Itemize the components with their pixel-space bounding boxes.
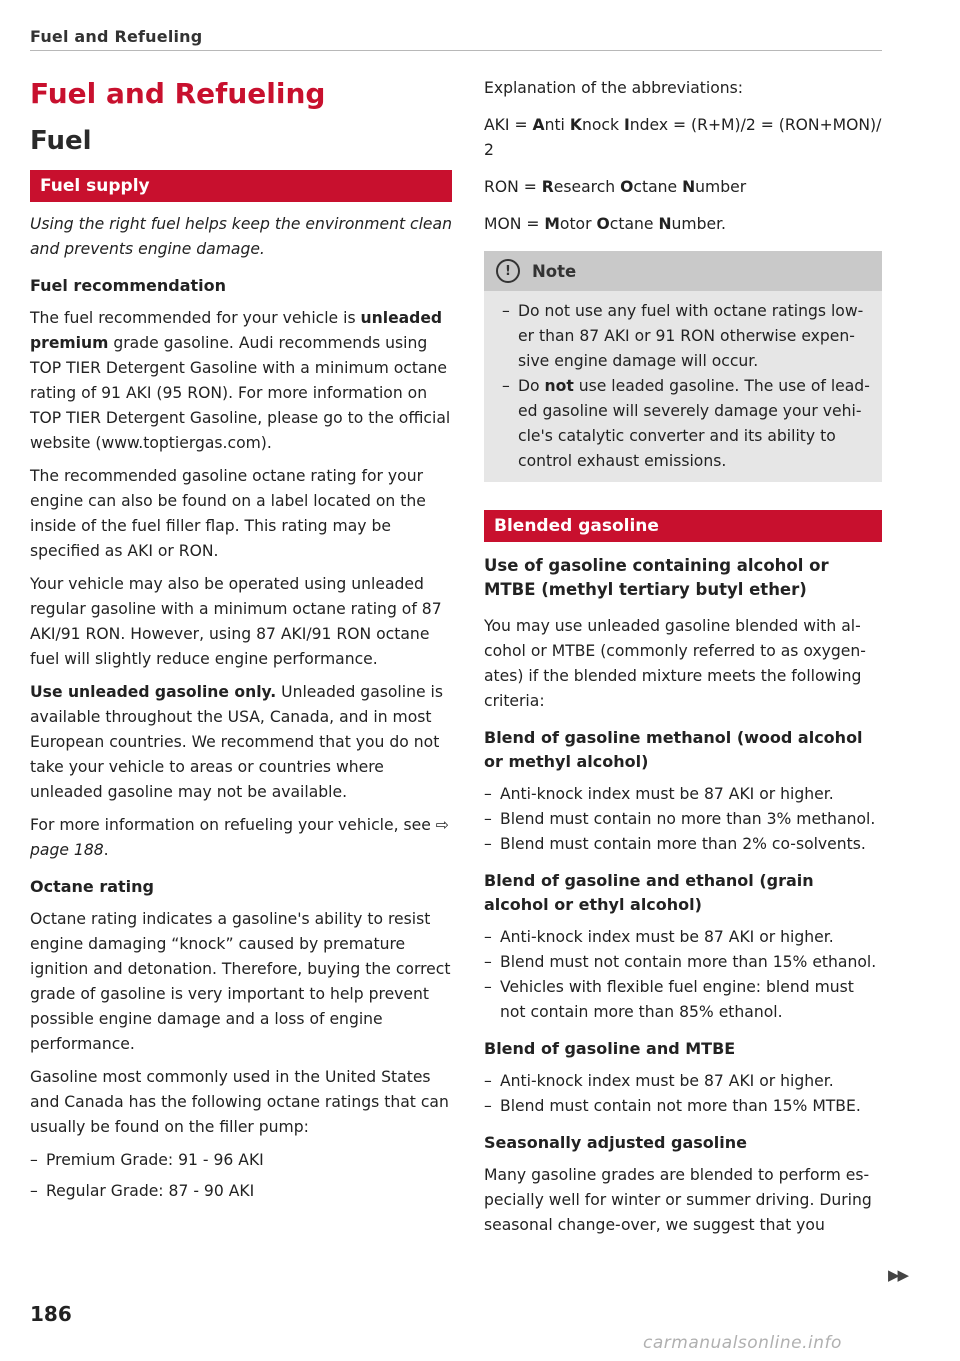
- arrow-right-icon: ⇨: [435, 816, 449, 834]
- header-rule: [30, 50, 882, 51]
- ethanol-heading: Blend of gasoline and ethanol (grain alcohol or ethyl alcohol): [484, 871, 814, 914]
- list-item: – Do not use any fuel with octane ratings lower than 87 AKI or 91 RON otherwise expensive engine damage will occur.: [502, 302, 864, 370]
- left-column: [30, 72, 452, 1204]
- note-list: [484, 291, 882, 482]
- aki-definition: AKI = Anti Knock Index = (R+M)/2 = (RON+MON)/ 2: [484, 116, 882, 159]
- methanol-heading: Blend of gasoline methanol (wood alcohol or methyl alcohol): [484, 728, 863, 771]
- page-number: 186: [30, 1302, 72, 1326]
- list-item: – Blend must contain more than 2% co-solvents.: [484, 835, 866, 853]
- page-reference-link[interactable]: page 188: [30, 841, 104, 859]
- mtbe-list: [484, 1069, 882, 1119]
- fuel-recommendation-paragraph: The fuel recommended for your vehicle is unleaded premium grade gasoline. Audi recommends using TOP TIER Detergent Gasoline with a minimum octane rating of 91 AKI (95 RON). For more information on TOP TIER Detergent Gasoline, please go to the official website (www.toptiergas.com).: [30, 309, 451, 452]
- methanol-list: [484, 782, 882, 857]
- grade-list: [30, 1148, 452, 1204]
- seasonal-paragraph: Many gasoline grades are blended to perform especially well for winter or summer driving. During seasonal change-over, we suggest that you: [484, 1166, 872, 1234]
- chapter-title: Fuel and Refueling: [30, 77, 326, 110]
- use-of-gasoline-heading: Use of gasoline containing alcohol or MTBE (methyl tertiary butyl ether): [484, 556, 829, 599]
- watermark: carmanualsonline.info: [643, 1333, 842, 1353]
- refueling-reference-paragraph: For more information on refueling your vehicle, see ⇨ page 188.: [30, 816, 449, 859]
- list-item: – Regular Grade: 87 - 90 AKI: [30, 1182, 255, 1200]
- unleaded-paragraph: Use unleaded gasoline only. Unleaded gasoline is available throughout the USA, Canada, and in most European countries. We recommend that you do not take your vehicle to areas or countries where unleaded gasoline may not be available.: [30, 683, 443, 801]
- use-of-gasoline-paragraph: You may use unleaded gasoline blended with alcohol or MTBE (commonly referred to as oxygenates) if the blended mixture meets the following criteria:: [484, 617, 866, 710]
- seasonal-heading: Seasonally adjusted gasoline: [484, 1133, 747, 1152]
- octane-label-paragraph: The recommended gasoline octane rating for your engine can also be found on a label located on the inside of the fuel filler flap. This rating may be specified as AKI or RON.: [30, 467, 426, 560]
- mon-definition: MON = Motor Octane Number.: [484, 215, 727, 233]
- list-item: – Blend must not contain more than 15% ethanol.: [484, 953, 877, 971]
- blended-gasoline-bar: Blended gasoline: [484, 510, 882, 542]
- fuel-recommendation-heading: Fuel recommendation: [30, 276, 226, 295]
- fuel-supply-bar: Fuel supply: [30, 170, 452, 202]
- list-item: – Anti-knock index must be 87 AKI or higher.: [484, 1072, 834, 1090]
- list-item: – Blend must contain no more than 3% methanol.: [484, 810, 876, 828]
- note-box: [484, 251, 882, 482]
- right-column: [484, 72, 882, 1238]
- list-item: – Premium Grade: 91 - 96 AKI: [30, 1151, 264, 1169]
- running-header: Fuel and Refueling: [30, 27, 203, 46]
- abbreviations-intro: Explanation of the abbreviations:: [484, 79, 744, 97]
- octane-pump-paragraph: Gasoline most commonly used in the United States and Canada has the following octane ratings that can usually be found on the filler pump:: [30, 1068, 449, 1136]
- ethanol-list: [484, 925, 882, 1025]
- mtbe-heading: Blend of gasoline and MTBE: [484, 1039, 736, 1058]
- note-header: [484, 251, 882, 291]
- list-item: – Anti-knock index must be 87 AKI or higher.: [484, 928, 834, 946]
- list-item: – Anti-knock index must be 87 AKI or higher.: [484, 785, 834, 803]
- regular-gasoline-paragraph: Your vehicle may also be operated using unleaded regular gasoline with a minimum octane rating of 87 AKI/91 RON. However, using 87 AKI/91 RON octane fuel will slightly reduce engine performance.: [30, 575, 442, 668]
- section-title: Fuel: [30, 126, 92, 156]
- list-item: – Do not use leaded gasoline. The use of leaded gasoline will severely damage your vehicle's catalytic converter and its ability to control exhaust emissions.: [502, 377, 870, 470]
- octane-rating-paragraph: Octane rating indicates a gasoline's ability to resist engine damaging “knock” caused by premature ignition and detonation. Therefore, buying the correct grade of gasoline is very important to help prevent possible engine damage and a loss of engine performance.: [30, 910, 451, 1053]
- list-item: – Vehicles with flexible fuel engine: blend must not contain more than 85% ethanol.: [484, 978, 854, 1021]
- note-alert-icon: !: [496, 259, 520, 283]
- ron-definition: RON = Research Octane Number: [484, 178, 747, 196]
- octane-rating-heading: Octane rating: [30, 877, 155, 896]
- continue-arrow-icon: ▶▶: [888, 1266, 908, 1284]
- note-title: Note: [532, 261, 577, 281]
- list-item: – Blend must contain not more than 15% MTBE.: [484, 1097, 861, 1115]
- intro-text: Using the right fuel helps keep the environment clean and prevents engine damage.: [30, 215, 452, 258]
